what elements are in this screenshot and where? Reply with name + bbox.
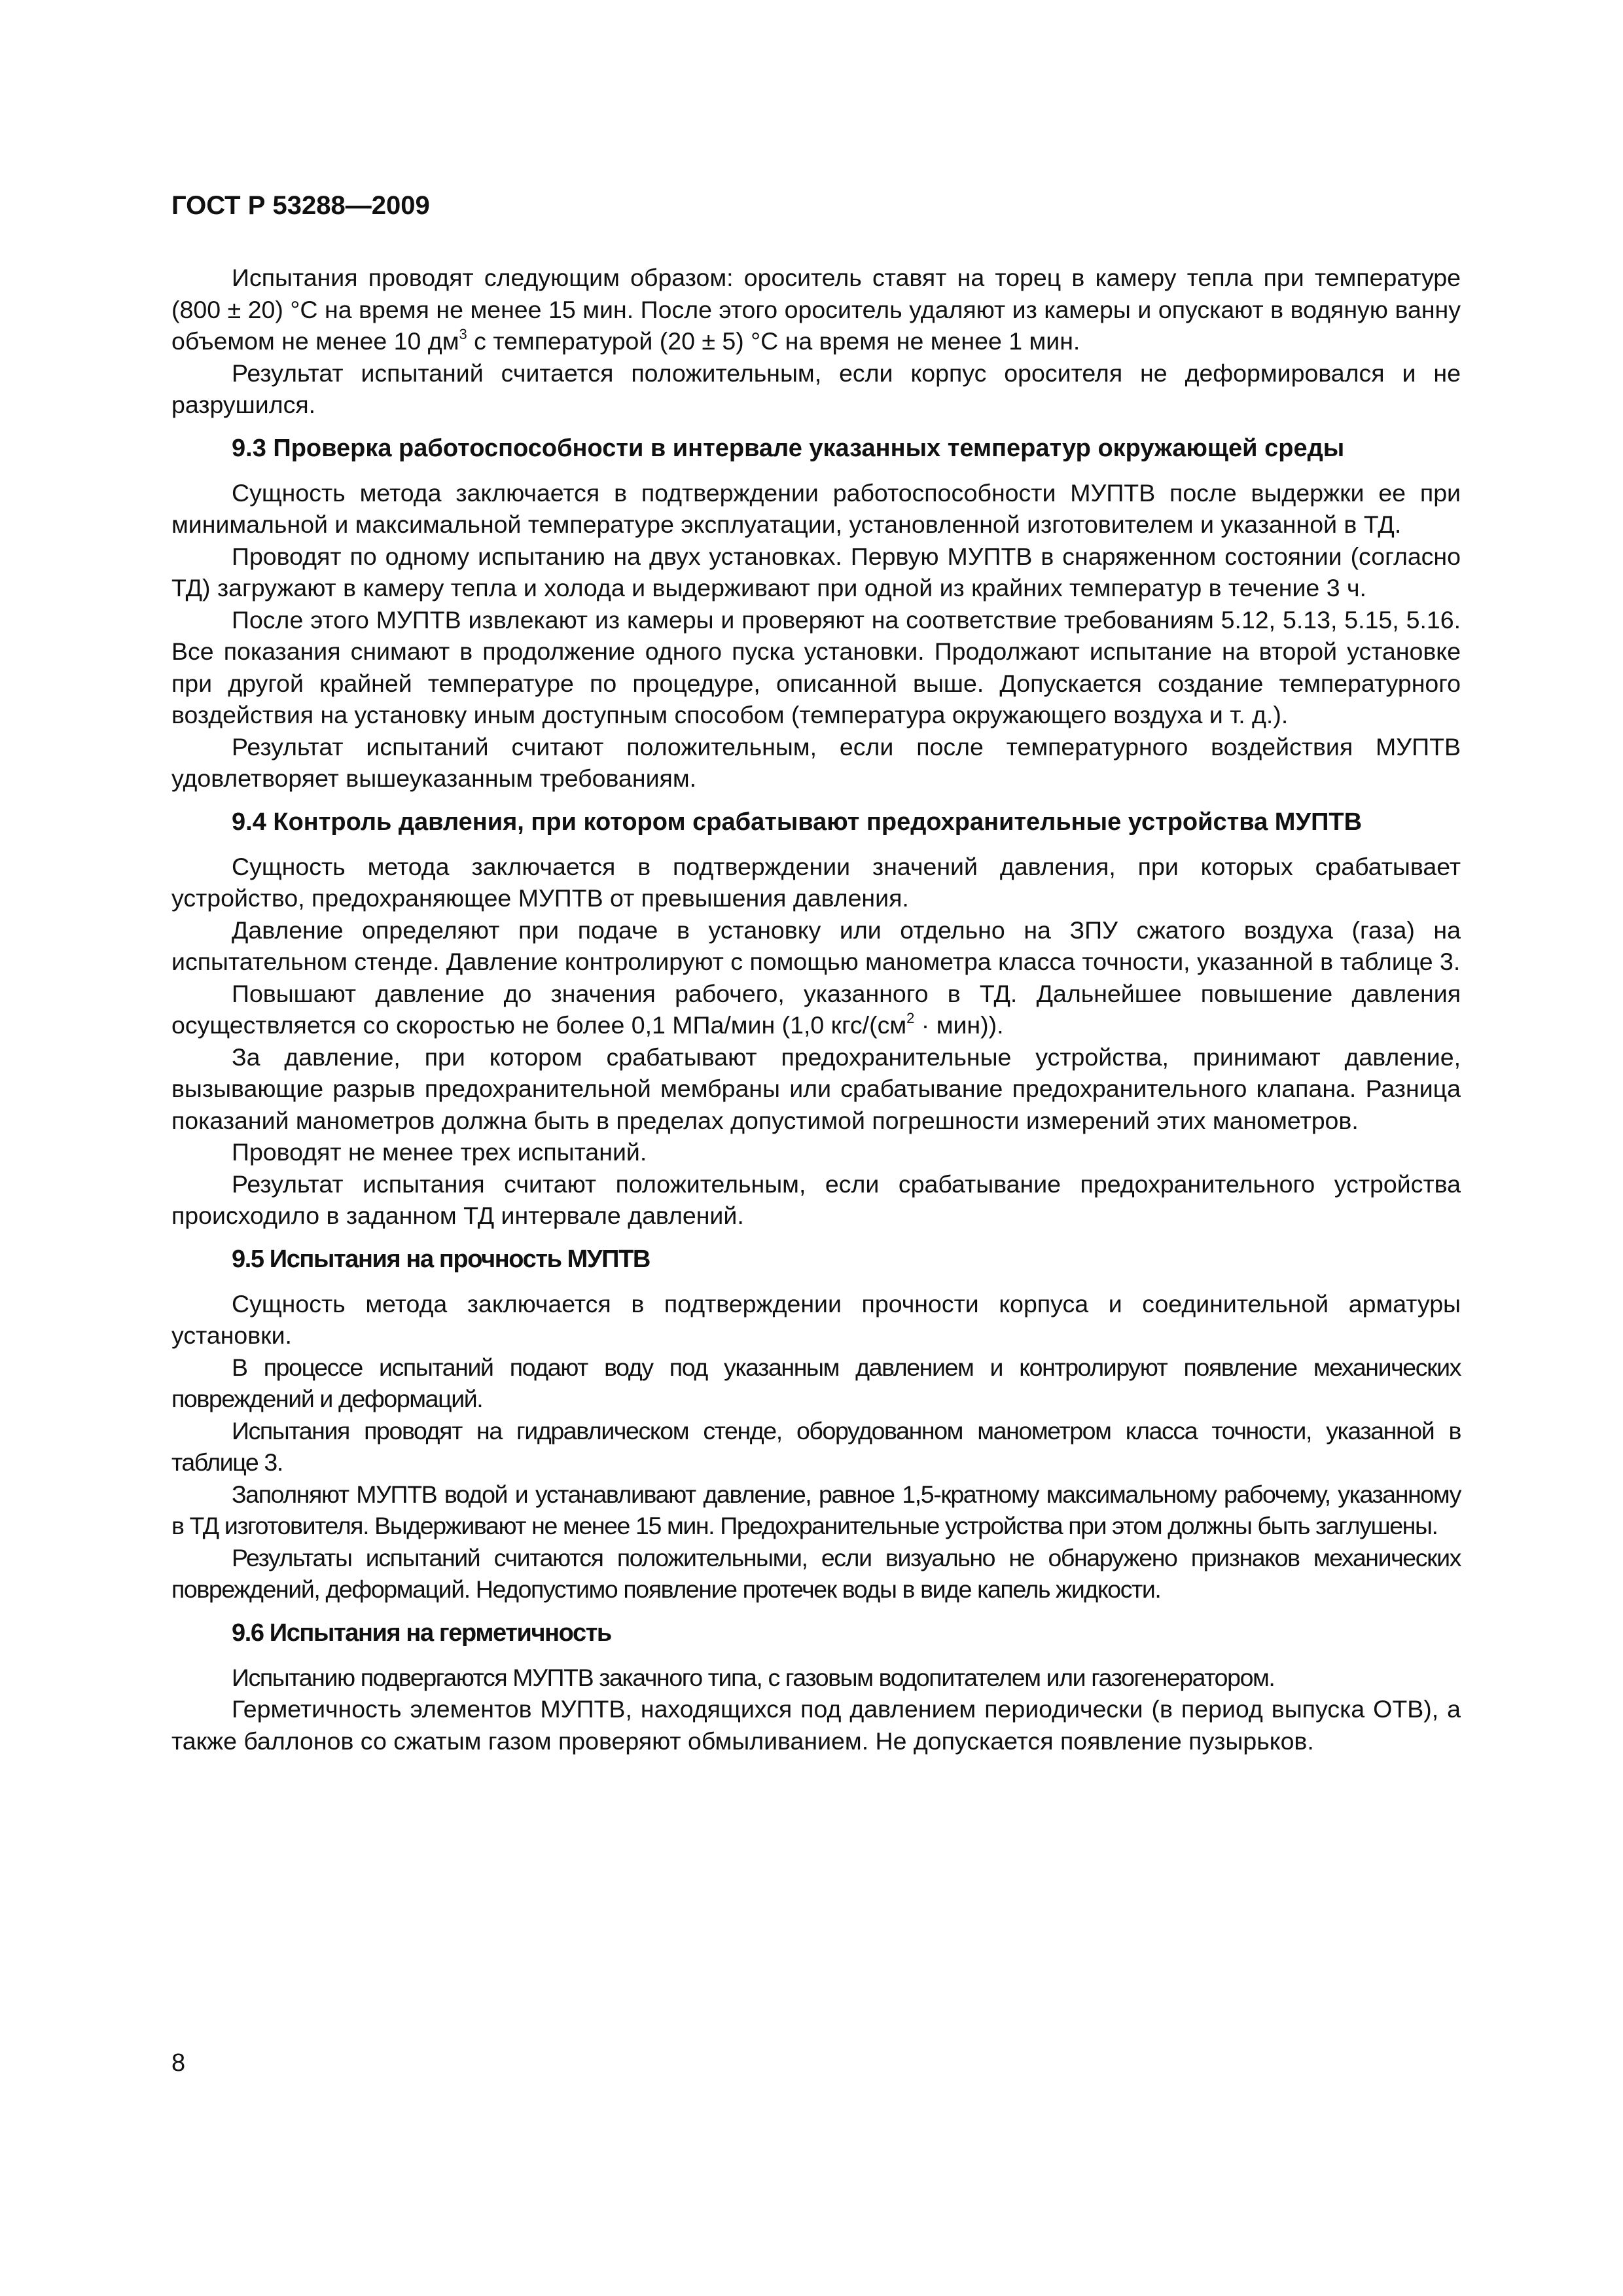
paragraph: Испытания проводят на гидравлическом стенде, оборудованном манометром класса точности, указанной в таблице 3.	[171, 1416, 1461, 1476]
paragraph: Сущность метода заключается в подтверждении прочности корпуса и соединительной арматуры установки.	[171, 1289, 1461, 1349]
paragraph: Герметичность элементов МУПТВ, находящихся под давлением периодически (в период выпуска ОТВ), а также баллонов со сжатым газом проверяют обмыливанием. Не допускается появление пузырьков.	[171, 1695, 1461, 1755]
page-number: 8	[171, 2049, 186, 2077]
paragraph: Результат испытания считают положительным, если срабатывание предохранительного устройства происходило в заданном ТД интервале давлений.	[171, 1170, 1461, 1229]
section-heading-9-4: 9.4 Контроль давления, при котором срабатывают предохранительные устройства МУПТВ	[232, 808, 1363, 836]
document-page	[171, 190, 1461, 1757]
superscript: 3	[459, 326, 467, 342]
paragraph: Результат испытаний считается положительным, если корпус оросителя не деформировался и не разрушился.	[171, 359, 1461, 418]
paragraph: Сущность метода заключается в подтверждении работоспособности МУПТВ после выдержки ее при минимальной и максимальной температуре эксплуатации, установленной изготовителем и указанной в ТД.	[171, 478, 1461, 538]
paragraph: Проводят не менее трех испытаний.	[232, 1138, 647, 1166]
paragraph-text: Повышают давление до значения рабочего, указанного в ТД. Дальнейшее повышение давления осуществляется со скоростью не более 0,1 МПа/мин (1,0 кгс/(см	[171, 979, 1461, 1039]
section-heading-9-6: 9.6 Испытания на герметичность	[232, 1619, 611, 1647]
paragraph-text: Испытания проводят следующим образом: ороситель ставят на торец в камеру тепла при температуре (800 ± 20) °С на время не менее 15 мин. После этого ороситель удаляют из камеры и опускают в водяную ванну объемом не менее 10 дм	[171, 264, 1461, 355]
paragraph: После этого МУПТВ извлекают из камеры и проверяют на соответствие требованиям 5.12, 5.13, 5.15, 5.16. Все показания снимают в продолжение одного пуска установки. Продолжают испытание на второй установке при другой крайней температуре по процедуре, описанной выше. Допускается создание температурного воздействия на установку иным доступным способом (температура окружающего воздуха и т. д.).	[171, 605, 1461, 728]
paragraph: Сущность метода заключается в подтверждении значений давления, при которых срабатывает устройство, предохраняющее МУПТВ от превышения давления.	[171, 852, 1461, 912]
paragraph	[171, 262, 1461, 357]
superscript: 2	[906, 1010, 915, 1026]
paragraph: Проводят по одному испытанию на двух установках. Первую МУПТВ в снаряженном состоянии (согласно ТД) загружают в камеру тепла и холода и выдерживают при одной из крайних температур в течение 3 ч.	[171, 542, 1461, 601]
paragraph-text: с температурой (20 ± 5) °С на время не менее 1 мин.	[467, 327, 1080, 355]
paragraph: Результат испытаний считают положительным, если после температурного воздействия МУПТВ удовлетворяет вышеуказанным требованиям.	[171, 732, 1461, 792]
paragraph	[171, 978, 1461, 1041]
document-header: ГОСТ Р 53288—2009	[171, 191, 430, 220]
paragraph: За давление, при котором срабатывают предохранительные устройства, принимают давление, вызывающие разрыв предохранительной мембраны или срабатывание предохранительного клапана. Разница показаний манометров должна быть в пределах допустимой погрешности измерений этих манометров.	[171, 1043, 1461, 1134]
paragraph: Давление определяют при подаче в установку или отдельно на ЗПУ сжатого воздуха (газа) на испытательном стенде. Давление контролируют с помощью манометра класса точности, указанной в таблице 3.	[171, 916, 1461, 975]
paragraph: Испытанию подвергаются МУПТВ закачного типа, с газовым водопитателем или газогенератором.	[232, 1663, 1275, 1691]
section-heading-9-3: 9.3 Проверка работоспособности в интервале указанных температур окружающей среды	[232, 434, 1345, 462]
paragraph: В процессе испытаний подают воду под указанным давлением и контролируют появление механических повреждений и деформаций.	[171, 1353, 1461, 1412]
paragraph: Результаты испытаний считаются положительными, если визуально не обнаружено признаков механических повреждений, деформаций. Недопустимо появление протечек воды в виде капель жидкости.	[171, 1543, 1461, 1603]
section-heading-9-5: 9.5 Испытания на прочность МУПТВ	[232, 1245, 650, 1273]
paragraph-text: · мин)).	[914, 1011, 1004, 1039]
paragraph: Заполняют МУПТВ водой и устанавливают давление, равное 1,5-кратному максимальному рабочему, указанному в ТД изготовителя. Выдерживают не менее 15 мин. Предохранительные устройства при этом должны быть заглушены.	[171, 1480, 1461, 1539]
